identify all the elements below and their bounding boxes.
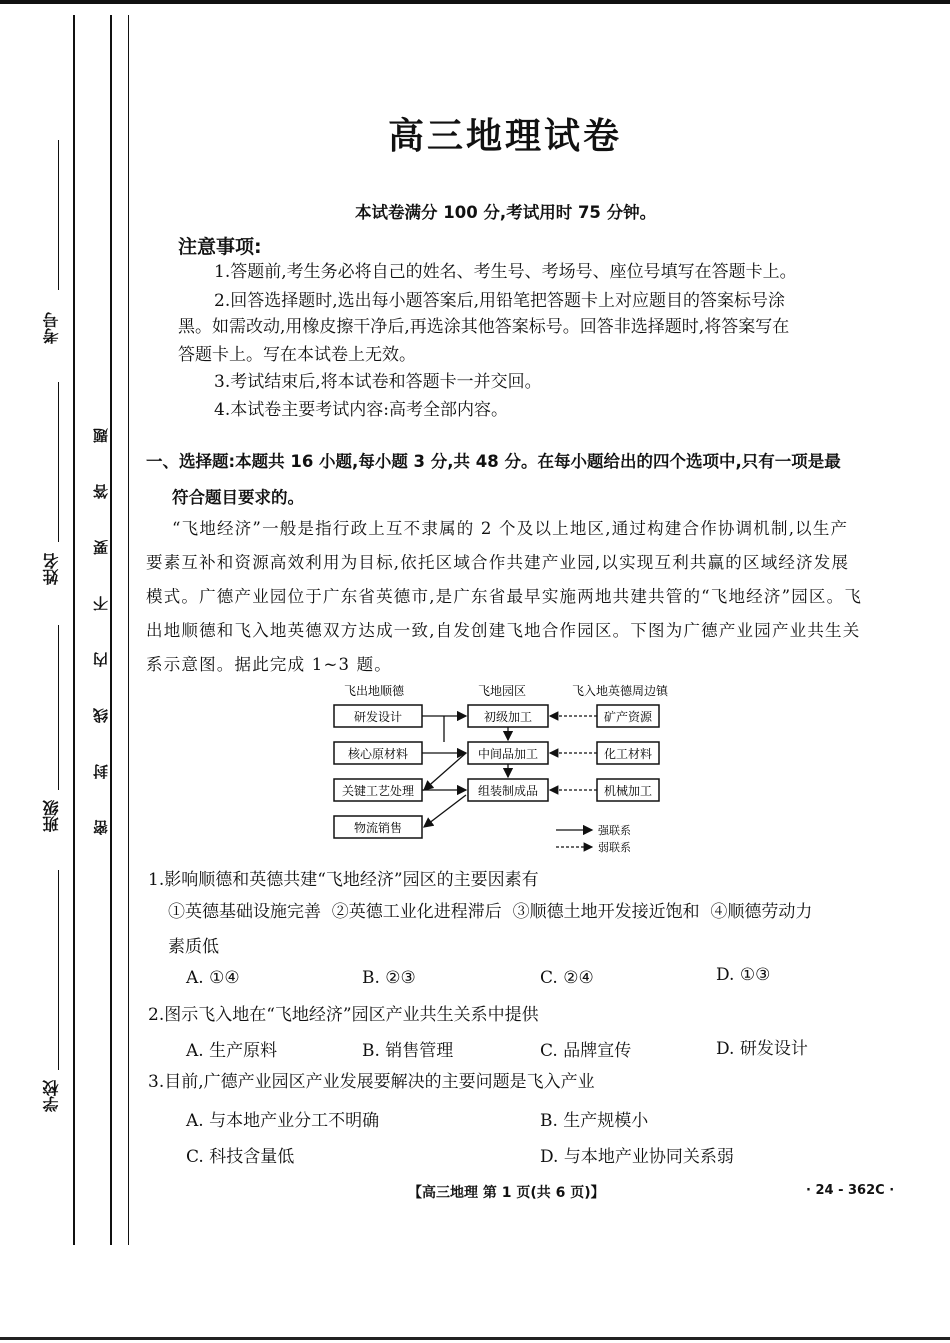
passage-line: 系示意图。据此完成 1~3 题。 — [146, 655, 393, 674]
q3-option-c[interactable]: C. 科技含量低 — [186, 1147, 295, 1167]
q2-option-a[interactable]: A. 生产原料 — [186, 1041, 278, 1061]
notice-item-2-cont: 黑。如需改动,用橡皮擦干净后,再选涂其他答案标号。回答非选择题时,将答案写在 — [178, 317, 790, 337]
notice-item-4: 4.本试卷主要考试内容:高考全部内容。 — [214, 400, 508, 420]
binding-line-outer — [73, 15, 75, 1245]
banji-label: 班级 — [42, 800, 61, 832]
q3-option-d[interactable]: D. 与本地产业协同关系弱 — [540, 1147, 734, 1167]
binding-line-third — [128, 15, 129, 1245]
seal-char: 要 — [92, 540, 110, 555]
xuexiao-label: 学校 — [42, 1080, 61, 1112]
q3-option-b[interactable]: B. 生产规模小 — [540, 1111, 649, 1131]
xingming-label: 姓名 — [42, 553, 61, 585]
q3-stem: 3.目前,广德产业园区产业发展要解决的主要问题是飞入产业 — [148, 1072, 595, 1092]
q1-option-d[interactable]: D. ①③ — [716, 965, 771, 985]
q3-option-a[interactable]: A. 与本地产业分工不明确 — [186, 1111, 380, 1131]
banji-blank — [58, 625, 59, 790]
bottom-border — [0, 1337, 950, 1340]
q2-option-d[interactable]: D. 研发设计 — [716, 1039, 808, 1059]
q2-stem: 2.图示飞入地在“飞地经济”园区产业共生关系中提供 — [148, 1005, 539, 1025]
page-title: 高三地理试卷 — [387, 116, 622, 157]
diagram-head-mid: 飞地园区 — [478, 684, 527, 698]
seal-char: 不 — [92, 596, 110, 611]
strong-arrow — [424, 795, 466, 827]
xuexiao-blank — [58, 870, 59, 1070]
box-left-label: 研发设计 — [353, 710, 403, 724]
notice-heading: 注意事项: — [178, 236, 262, 258]
passage-line: 模式。广德产业园位于广东省英德市,是广东省最早实施两地共建共管的“飞地经济”园区。飞 — [146, 587, 863, 606]
seal-char: 封 — [92, 764, 110, 779]
box-mid-label: 组装制成品 — [477, 784, 539, 798]
strong-arrow — [424, 753, 466, 790]
industry-symbiosis-diagram — [320, 680, 680, 860]
q1-option-a[interactable]: A. ①④ — [186, 968, 240, 988]
passage-line: 出地顺德和飞入地英德双方达成一致,自发创建飞地合作园区。下图为广德产业园产业共生关 — [146, 621, 861, 640]
q1-statements: ①英德基础设施完善 ②英德工业化进程滞后 ③顺德土地开发接近饱和 ④顺德劳动力 — [168, 902, 813, 922]
seal-char: 内 — [92, 652, 110, 667]
q2-option-c[interactable]: C. 品牌宣传 — [540, 1041, 632, 1061]
xingming-blank — [58, 382, 59, 542]
exam-code: · 24 - 362C · — [806, 1183, 895, 1198]
q2-option-b[interactable]: B. 销售管理 — [362, 1041, 454, 1061]
legend-weak-label: 弱联系 — [598, 841, 631, 854]
box-mid-label: 初级加工 — [483, 710, 533, 724]
box-right-label: 机械加工 — [603, 784, 653, 798]
seal-char: 答 — [92, 484, 110, 499]
top-border — [0, 0, 950, 4]
box-mid-label: 中间品加工 — [477, 747, 539, 761]
q1-option-b[interactable]: B. ②③ — [362, 968, 416, 988]
box-left-label: 关键工艺处理 — [341, 784, 415, 798]
box-right-label: 化工材料 — [603, 747, 653, 761]
box-left-label: 物流销售 — [353, 821, 403, 835]
notice-item-1: 1.答题前,考生务必将自己的姓名、考生号、考场号、座位号填写在答题卡上。 — [214, 262, 797, 282]
seal-char: 线 — [92, 708, 110, 723]
page-footer: 【高三地理 第 1 页(共 6 页)】 — [408, 1185, 605, 1201]
exam-intro: 本试卷满分 100 分,考试用时 75 分钟。 — [355, 203, 657, 222]
passage-line: 要素互补和资源高效利用为目标,依托区域合作共建产业园,以实现互利共赢的区域经济发展 — [146, 553, 850, 572]
section-heading: 一、选择题:本题共 16 小题,每小题 3 分,共 48 分。在每小题给出的四个选项中,只有一项是最 — [146, 452, 841, 471]
binding-line-inner — [110, 15, 112, 1245]
notice-item-2: 2.回答选择题时,选出每小题答案后,用铅笔把答题卡上对应题目的答案标号涂 — [214, 291, 786, 311]
diagram-head-right: 飞入地英德周边镇 — [572, 684, 669, 698]
q1-statements-cont: 素质低 — [168, 937, 219, 957]
notice-item-3: 3.考试结束后,将本试卷和答题卡一并交回。 — [214, 372, 542, 392]
seal-char: 密 — [92, 820, 110, 835]
box-left-label: 核心原材料 — [347, 747, 409, 761]
section-heading-cont: 符合题目要求的。 — [172, 488, 304, 507]
diagram-head-left: 飞出地顺德 — [344, 684, 405, 698]
kaohao-label: 考号 — [42, 312, 61, 344]
q1-stem: 1.影响顺德和英德共建“飞地经济”园区的主要因素有 — [148, 870, 539, 890]
q1-option-c[interactable]: C. ②④ — [540, 968, 594, 988]
box-right-label: 矿产资源 — [603, 710, 653, 724]
seal-char: 题 — [92, 428, 110, 443]
kaohao-blank — [58, 140, 59, 290]
notice-item-2-end: 答题卡上。写在本试卷上无效。 — [178, 345, 416, 365]
legend-strong-label: 强联系 — [598, 824, 631, 837]
passage-line: “飞地经济”一般是指行政上互不隶属的 2 个及以上地区,通过构建合作协调机制,以生产 — [172, 519, 849, 538]
